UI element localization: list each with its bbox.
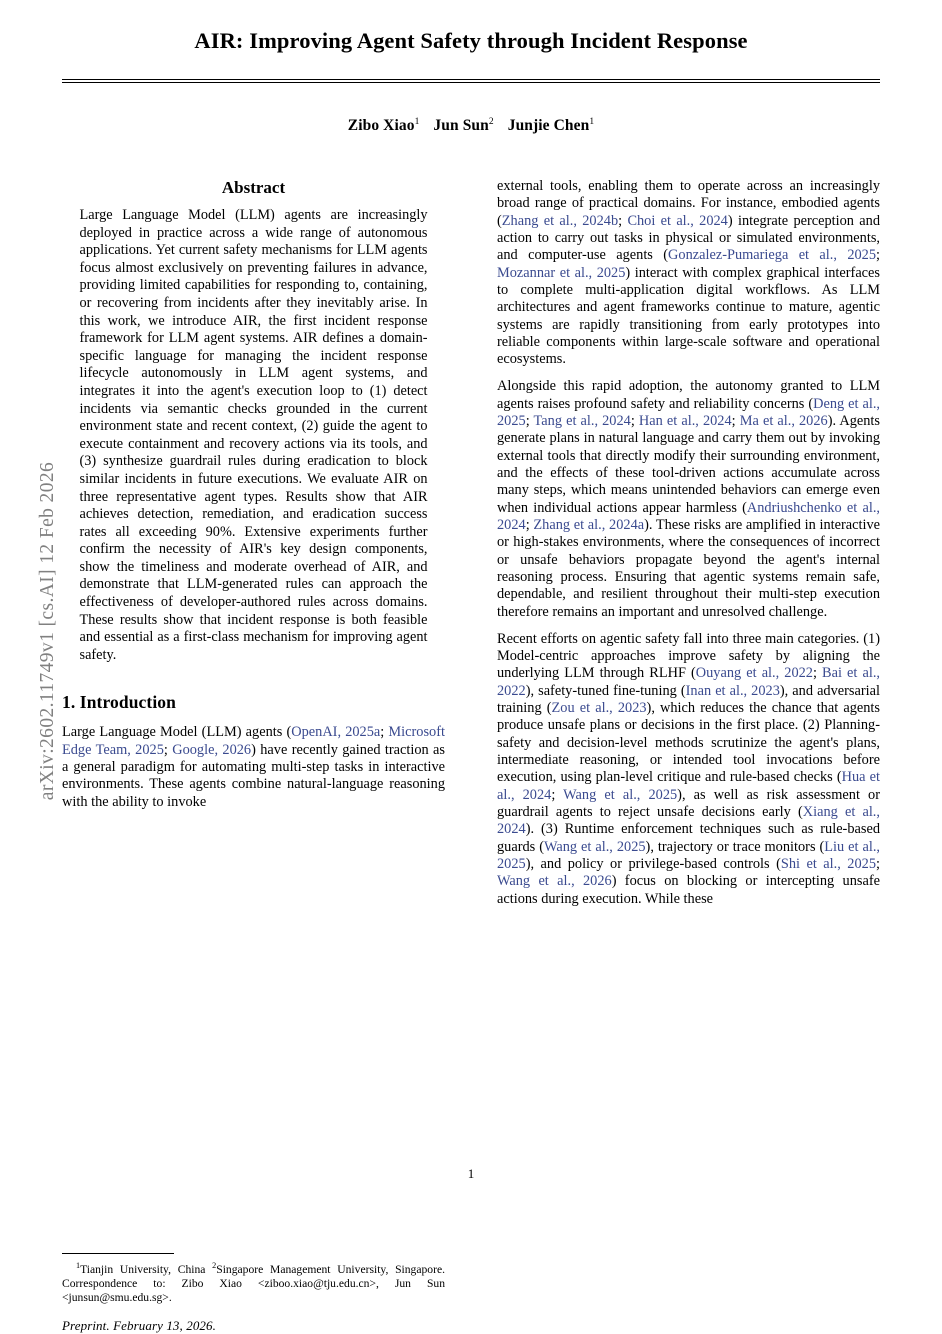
footnote-text-run: Tianjin University, China [80,1262,213,1276]
footnote-rule [62,1253,174,1254]
two-column-body [62,178,881,1334]
citation-link[interactable]: Inan et al., 2023 [685,682,780,699]
citation-link[interactable]: Choi et al., 2024 [627,212,728,229]
citation-link[interactable]: Andriushchenko et al., 2024 [497,499,881,534]
citation-link[interactable]: Deng et al., 2025 [497,395,880,429]
citation-link[interactable]: Wang et al., 2026 [497,873,612,890]
page-number: 1 [467,1166,475,1181]
citation-link[interactable]: Ma et al., 2026 [739,412,828,429]
citation-link[interactable]: Zou et al., 2023 [551,699,647,716]
author-name: Zibo Xiao$^1$ [347,116,420,134]
abstract-body [80,207,428,664]
right-paragraph-3: Recent efforts on agentic safety fall into three main categories. (1) Model-centric approaches improve safety by aligning the underlying LLM through RLHF (Ouyang et al., 2022; Bai et al., 2022), safety-tuned fine-tuning (Inan et al., 2023), and adversarial training (Zou et al., 2023), which reduces the chance that agents produce unsafe plans or decisions in the first place. (2) Planning-safety and decision-level methods scrutinize the agent's plans, intermediate reasoning, or intended tool invocations before execution, using plan-level critique and rule-based checks (Hua et al., 2024; Wang et al., 2025), as well as risk assessment or guardrail agents to reject unsafe decisions early (Xiang et al., 2024). (3) Runtime enforcement techniques such as rule-based guards (Wang et al., 2025), trajectory or trace monitors (Liu et al., 2025), and policy or privilege-based controls (Shi et al., 2025; Wang et al., 2026) focus on blocking or intercepting unsafe actions during execution. While these [497,630,881,907]
introduction-heading: 1. Introduction [62,692,176,713]
affiliation-marker: 2 [212,1261,217,1270]
introduction-paragraph-1: Large Language Model (LLM) agents (OpenAI, 2025a; Microsoft Edge Team, 2025; Google, 2026) have recently gained traction as a general paradigm for automating multi-step tasks in interactive environments. These agents combine natural-language reasoning with the ability to invoke [62,724,445,810]
citation-link[interactable]: OpenAI, 2025a [291,724,381,741]
citation-link[interactable]: Bai et al., 2022 [497,665,880,699]
abstract-heading: Abstract [221,178,286,197]
author-list [62,117,880,135]
citation-link[interactable]: Ouyang et al., 2022 [695,665,813,682]
affiliation-marker: 1 [76,1261,81,1270]
citation-link[interactable]: Google, 2026 [172,741,252,758]
footnote-block [62,1253,445,1334]
affiliation-marker: 1 [589,116,595,127]
right-paragraph-2: Alongside this rapid adoption, the autonomy granted to LLM agents raises profound safety and reliability concerns (Deng et al., 2025; Tang et al., 2024; Han et al., 2024; Ma et al., 2026). Agents generate plans in natural language and carry them out by invoking external tools that directly modify their surrounding environment, and the effects of these tool-driven actions accumulate across many steps, which means unintended behaviors can emerge even when individual actions appear harmless (Andriushchenko et al., 2024; Zhang et al., 2024a). These risks are amplified in interactive or high-stakes environments, where the consequences of incorrect or unsafe behaviors propagate beyond the agent's internal reasoning process. Ensuring that agentic systems remain safe, dependable, and resilient throughout their multi-step execution therefore remains an important and unresolved challenge. [497,378,881,620]
citation-link[interactable]: Wang et al., 2025 [563,786,678,803]
introduction-section [62,692,445,811]
arxiv-identifier-stamp: arXiv:2602.11749v1 [cs.AI] 12 Feb 2026 [37,461,58,801]
author-name: Jun Sun$^2$ [433,116,494,134]
citation-link[interactable]: Mozannar et al., 2025 [497,264,626,281]
citation-link[interactable]: Tang et al., 2024 [533,412,631,429]
citation-link[interactable]: Zhang et al., 2024a [533,517,645,534]
right-paragraph-1: external tools, enabling them to operate across an increasingly broad range of practical domains. For instance, embodied agents (Zhang et al., 2024b; Choi et al., 2024) integrate perception and action to carry out tasks in physical or simulated environments, and computer-use agents (Gonzalez-Pumariega et al., 2025; Mozannar et al., 2025) interact with complex graphical interfaces to complete multi-application digital workflows. As LLM architectures and agent frameworks continue to mature, agentic systems are rapidly transitioning from early prototypes into reliable components within large-scale software and operational ecosystems. [497,178,881,368]
citation-link[interactable]: Hua et al., 2024 [497,769,880,803]
page-title: AIR: Improving Agent Safety through Incident Response [194,28,748,53]
abstract-paragraph: Large Language Model (LLM) agents are increasingly deployed in practice across a wide range of autonomous applications. Yet current safety mechanisms for LLM agents focus almost exclusively on preventing failures in advance, providing limited capabilities for responding to, containing, or recovering from incidents after they inevitably arise. In this work, we introduce AIR, the first incident response framework for LLM agent systems. AIR defines a domain-specific language for managing the incident response lifecycle autonomously in LLM agent systems, and integrates it into the agent's execution loop to (1) detect incidents via semantic checks grounded in the current environment state and recent context, (2) guide the agent to execute containment and recovery actions via its tools, and (3) synthesize guardrail rules during eradication to block similar incidents in future executions. We evaluate AIR on three representative agent types. Results show that AIR achieves detection, remediation, and eradication success rates all exceeding 90%. Extensive experiments further confirm the necessity of AIR's key design components, show the timeliness and moderate overhead of AIR, and demonstrate that LLM-generated rules can approach the effectiveness of developer-authored rules across domains. These results show that incident response is both feasible and essential as a first-class mechanism for improving agent safety. [79,207,428,663]
citation-link[interactable]: Shi et al., 2025 [780,856,876,873]
citation-link[interactable]: Xiang et al., 2024 [497,804,880,838]
citation-link[interactable]: Liu et al., 2025 [497,838,881,873]
author-name: Junjie Chen$^1$ [507,116,595,134]
citation-link[interactable]: Zhang et al., 2024b [501,212,619,229]
title-rule-divider [62,79,880,83]
left-column [62,178,445,1334]
affiliation-marker: 1 [414,116,420,127]
preprint-notice: Preprint. February 13, 2026. [62,1318,216,1334]
citation-link[interactable]: Microsoft Edge Team, 2025 [62,724,445,758]
paper-page [62,0,881,1334]
affiliation-marker: 2 [488,116,494,127]
footnote-affiliations [62,1259,445,1305]
footnote-text-run: Singapore Management University, Singapore. Correspondence to: Zibo Xiao <ziboo.xiao@tju.edu.cn>, Jun Sun <junsun@smu.edu.sg>. [62,1262,445,1305]
title-block [62,0,880,135]
right-column [497,178,880,908]
citation-link[interactable]: Han et al., 2024 [638,412,732,429]
citation-link[interactable]: Gonzalez-Pumariega et al., 2025 [668,247,877,264]
citation-link[interactable]: Wang et al., 2025 [543,838,646,855]
abstract-section [62,178,445,664]
